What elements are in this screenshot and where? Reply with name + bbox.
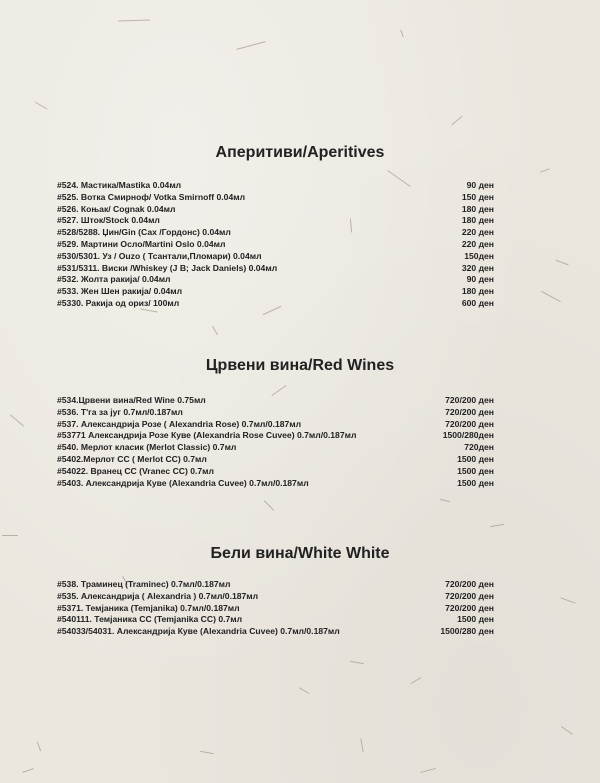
paper-fiber [200, 751, 214, 754]
paper-fiber [560, 597, 575, 603]
menu-item-price: 720/200 ден [445, 395, 494, 405]
menu-item-price: 180 ден [461, 203, 494, 214]
menu-item-price: 1500/280ден [442, 430, 494, 441]
paper-fiber [299, 687, 310, 694]
menu-item-row [57, 395, 494, 407]
paper-fiber [118, 19, 150, 21]
paper-fiber [35, 102, 48, 110]
menu-item-price: 720/200 ден [445, 406, 494, 417]
menu-item-name: #54022. Вранец CC (Vranec CC) 0.7мл [57, 465, 214, 476]
menu-item-price: 150 ден [461, 191, 494, 202]
menu-item-name: #526. Коњак/ Cognak 0.04мл [57, 203, 176, 214]
menu-item-row [57, 286, 494, 298]
menu-item-name: #532. Жолта ракија/ 0.04мл [57, 274, 171, 285]
menu-item-price: 1500 ден [457, 465, 494, 476]
menu-item-row [57, 227, 494, 239]
paper-fiber [561, 726, 573, 735]
menu-item-price: 1500 ден [457, 453, 494, 464]
paper-fiber [236, 41, 265, 50]
menu-item-name: #529. Мартини Осло/Martini Oslo 0.04мл [57, 238, 226, 249]
menu-item-name: #540. Мерлот класик (Merlot Classic) 0.7мл [57, 442, 237, 453]
menu-item-name: #54033/54031. Александрија Куве (Alexandria Cuvee) 0.7мл/0.187мл [57, 626, 340, 637]
menu-item-name: #5403. Александрија Куве (Alexandria Cuvee) 0.7мл/0.187мл [57, 477, 309, 488]
menu-item-row [57, 192, 494, 204]
menu-item-name: #530/5301. Уз / Ouzo ( Тсантали,Пломари) 0.04мл [57, 250, 262, 261]
paper-fiber [2, 535, 18, 536]
menu-item-price: 180 ден [461, 215, 494, 226]
menu-item-row [57, 274, 494, 286]
menu-item-name: #5371. Темјаника (Temjanika) 0.7мл/0.187мл [57, 602, 240, 613]
menu-item-name: #527. Шток/Stock 0.04мл [57, 215, 160, 226]
menu-item-price: 220 ден [461, 238, 494, 249]
paper-fiber [411, 677, 422, 684]
menu-item-row [57, 430, 494, 442]
menu-item-row [57, 298, 494, 310]
menu-item-row [57, 478, 494, 490]
menu-item-row [57, 603, 494, 615]
menu-item-name: #540111. Темјаника CC (Temjanika CC) 0.7мл [57, 614, 243, 625]
menu-item-row [57, 614, 494, 626]
paper-fiber [350, 661, 364, 664]
menu-item-price: 720/200 ден [445, 590, 494, 601]
paper-fiber [400, 30, 404, 38]
paper-fiber [360, 739, 363, 753]
paper-fiber [541, 291, 561, 302]
menu-item-row [57, 454, 494, 466]
aperitives-heading: Аперитиви/Aperitives [215, 144, 385, 161]
menu-item-name: #53771 Александрија Розе Куве (Alexandria Rose Cuvee) 0.7мл/0.187мл [57, 430, 357, 441]
menu-item-name: #537. Александрија Розе ( Alexandria Rose) 0.7мл/0.187мл [57, 418, 302, 429]
paper-fiber [555, 260, 568, 266]
paper-fiber [37, 742, 41, 752]
menu-item-name: #535. Александрија ( Alexandria ) 0.7мл/0.187мл [57, 590, 259, 601]
menu-item-price: 320 ден [461, 262, 494, 273]
menu-item-name: #538. Траминец (Traminec) 0.7мл/0.187мл [57, 579, 231, 589]
white-wines-heading: Бели вина/White White [210, 545, 390, 562]
red-wines-list [57, 395, 494, 489]
menu-item-row [57, 180, 494, 192]
menu-item-price: 720/200 ден [445, 602, 494, 613]
menu-item-row [57, 466, 494, 478]
paper-fiber [540, 168, 550, 172]
menu-item-price: 180 ден [461, 286, 494, 297]
menu-item-name: #5402.Мерлот CC ( Merlot CC) 0.7мл [57, 453, 207, 464]
menu-item-name: #534.Црвени вина/Red Wine 0.75мл [57, 395, 206, 405]
menu-item-row [57, 419, 494, 431]
menu-item-row [57, 204, 494, 216]
white-wines-list [57, 579, 494, 638]
menu-item-name: #536. Т'га за југ 0.7мл/0.187мл [57, 406, 183, 417]
menu-item-row [57, 263, 494, 275]
menu-item-price: 720/200 ден [445, 579, 494, 589]
menu-item-price: 90 ден [466, 274, 494, 285]
menu-item-row [57, 407, 494, 419]
menu-item-price: 1500/280 ден [440, 626, 494, 637]
menu-item-price: 720ден [464, 442, 494, 453]
paper-fiber [490, 524, 504, 527]
menu-item-name: #525. Вотка Смирноф/ Votka Smirnoff 0.04мл [57, 191, 246, 202]
menu-item-row [57, 579, 494, 591]
menu-item-price: 600 ден [461, 297, 494, 308]
paper-fiber [440, 499, 450, 503]
menu-item-name: #531/5311. Виски /Whiskey (J B; Jack Daniels) 0.04мл [57, 262, 278, 273]
aperitives-list [57, 180, 494, 310]
paper-fiber [22, 768, 34, 773]
menu-item-price: 220 ден [461, 227, 494, 238]
menu-item-name: #524. Мастика/Mastika 0.04мл [57, 180, 182, 190]
menu-item-name: #533. Жен Шен ракија/ 0.04мл [57, 286, 183, 297]
menu-item-price: 1500 ден [457, 477, 494, 488]
menu-item-row [57, 239, 494, 251]
menu-item-row [57, 626, 494, 638]
menu-item-name: #5330. Ракија од ориз/ 100мл [57, 297, 180, 308]
paper-fiber [212, 326, 218, 335]
paper-fiber [10, 414, 24, 426]
paper-fiber [420, 768, 436, 773]
menu-item-price: 150ден [464, 250, 494, 261]
red-wines-heading: Црвени вина/Red Wines [205, 357, 395, 374]
menu-item-row [57, 442, 494, 454]
paper-fiber [451, 116, 462, 126]
menu-item-row [57, 215, 494, 227]
paper-fiber [264, 500, 275, 511]
menu-item-price: 90 ден [466, 180, 494, 190]
menu-item-price: 720/200 ден [445, 418, 494, 429]
menu-item-row [57, 251, 494, 263]
menu-item-row [57, 591, 494, 603]
menu-item-name: #528/5288. Џин/Gin (Сах /Гордонс) 0.04мл [57, 227, 231, 238]
menu-item-price: 1500 ден [457, 614, 494, 625]
